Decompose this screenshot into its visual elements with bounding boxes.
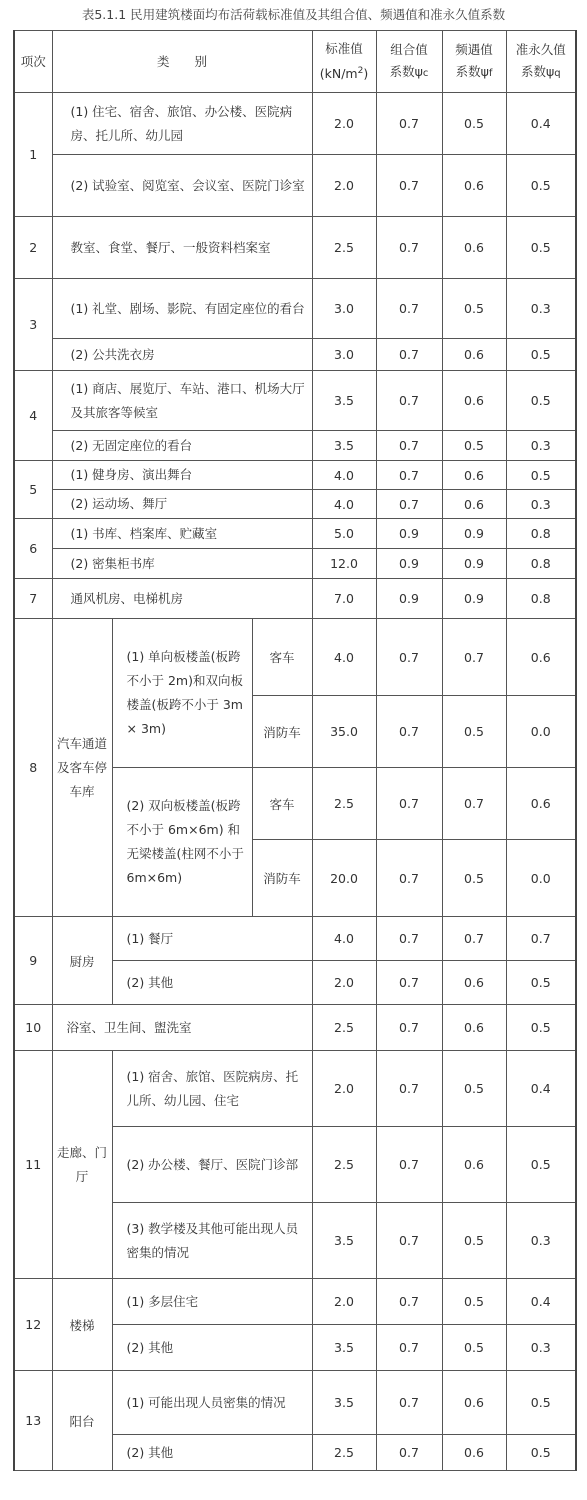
quasi-permanent-coefficient: 0.3 <box>506 1203 576 1279</box>
header-standard-value: 标准值 $(kN/m^2)$ <box>312 31 376 93</box>
combination-coefficient: 0.7 <box>376 1127 442 1203</box>
frequent-coefficient: 0.6 <box>442 490 506 519</box>
row-index: 13 <box>14 1371 52 1471</box>
combination-coefficient: 0.7 <box>376 431 442 461</box>
table-row <box>14 549 576 579</box>
standard-value: 12.0 <box>312 549 376 579</box>
frequent-coefficient: 0.9 <box>442 579 506 619</box>
row-category: (1) 商店、展览厅、车站、港口、机场大厅及其旅客等候室 <box>52 371 312 431</box>
table-row <box>14 1005 576 1051</box>
frequent-coefficient: 0.6 <box>442 155 506 217</box>
combination-coefficient: 0.7 <box>376 696 442 768</box>
row-category: (1) 书库、档案库、贮藏室 <box>52 519 312 549</box>
combination-coefficient: 0.7 <box>376 279 442 339</box>
row-category: (2) 运动场、舞厅 <box>52 490 312 519</box>
combination-coefficient: 0.7 <box>376 217 442 279</box>
standard-value: 3.5 <box>312 1203 376 1279</box>
row-index: 7 <box>14 579 52 619</box>
frequent-coefficient: 0.5 <box>442 840 506 917</box>
quasi-permanent-coefficient: 0.5 <box>506 1435 576 1471</box>
frequent-coefficient: 0.6 <box>442 961 506 1005</box>
standard-value: 4.0 <box>312 490 376 519</box>
combination-coefficient: 0.9 <box>376 519 442 549</box>
table-row <box>14 1051 576 1127</box>
quasi-permanent-coefficient: 0.3 <box>506 279 576 339</box>
row-category: (2) 办公楼、餐厅、医院门诊部 <box>112 1127 312 1203</box>
table-row <box>14 619 576 696</box>
frequent-coefficient: 0.5 <box>442 696 506 768</box>
row-group: 汽车通道及客车停车库 <box>52 619 112 917</box>
table-row <box>14 461 576 490</box>
quasi-permanent-coefficient: 0.5 <box>506 217 576 279</box>
row-category: (2) 公共洗衣房 <box>52 339 312 371</box>
row-category: (2) 其他 <box>112 1325 312 1371</box>
vehicle-type: 客车 <box>252 768 312 840</box>
combination-coefficient: 0.7 <box>376 1051 442 1127</box>
standard-value: 4.0 <box>312 917 376 961</box>
standard-value: 3.0 <box>312 339 376 371</box>
row-group: 走廊、门厅 <box>52 1051 112 1279</box>
vehicle-type: 消防车 <box>252 696 312 768</box>
frequent-coefficient: 0.7 <box>442 619 506 696</box>
standard-value: 5.0 <box>312 519 376 549</box>
row-index: 8 <box>14 619 52 917</box>
quasi-permanent-coefficient: 0.7 <box>506 917 576 961</box>
row-category: (1) 宿舍、旅馆、医院病房、托儿所、幼儿园、住宅 <box>112 1051 312 1127</box>
quasi-permanent-coefficient: 0.8 <box>506 579 576 619</box>
standard-value: 3.5 <box>312 431 376 461</box>
row-index: 3 <box>14 279 52 371</box>
standard-value: 2.0 <box>312 1051 376 1127</box>
header-frequent-coefficient: 频遇值 系数ψf <box>442 31 506 93</box>
frequent-coefficient: 0.6 <box>442 1005 506 1051</box>
combination-coefficient: 0.7 <box>376 1203 442 1279</box>
combination-coefficient: 0.7 <box>376 155 442 217</box>
standard-value: 4.0 <box>312 461 376 490</box>
standard-value: 2.0 <box>312 1279 376 1325</box>
combination-coefficient: 0.7 <box>376 961 442 1005</box>
row-category: (1) 礼堂、剧场、影院、有固定座位的看台 <box>52 279 312 339</box>
frequent-coefficient: 0.5 <box>442 1051 506 1127</box>
quasi-permanent-coefficient: 0.5 <box>506 155 576 217</box>
row-index: 4 <box>14 371 52 461</box>
table-row <box>14 93 576 155</box>
row-index: 2 <box>14 217 52 279</box>
row-group: 厨房 <box>52 917 112 1005</box>
quasi-permanent-coefficient: 0.5 <box>506 1005 576 1051</box>
row-group: 阳台 <box>52 1371 112 1471</box>
combination-coefficient: 0.7 <box>376 1371 442 1435</box>
frequent-coefficient: 0.6 <box>442 1371 506 1435</box>
row-index: 6 <box>14 519 52 579</box>
row-index: 11 <box>14 1051 52 1279</box>
header-quasi-permanent-coefficient: 准永久值 系数ψq <box>506 31 576 93</box>
row-index: 12 <box>14 1279 52 1371</box>
table-row <box>14 1371 576 1435</box>
quasi-permanent-coefficient: 0.5 <box>506 371 576 431</box>
combination-coefficient: 0.7 <box>376 840 442 917</box>
frequent-coefficient: 0.9 <box>442 519 506 549</box>
combination-coefficient: 0.7 <box>376 768 442 840</box>
combination-coefficient: 0.7 <box>376 1279 442 1325</box>
frequent-coefficient: 0.6 <box>442 371 506 431</box>
row-category: 通风机房、电梯机房 <box>52 579 312 619</box>
frequent-coefficient: 0.7 <box>442 768 506 840</box>
table-row <box>14 279 576 339</box>
row-category: (1) 单向板楼盖(板跨不小于 2m)和双向板楼盖(板跨不小于 3m × 3m) <box>112 619 252 768</box>
frequent-coefficient: 0.5 <box>442 1203 506 1279</box>
table-row <box>14 431 576 461</box>
standard-value: 3.5 <box>312 1371 376 1435</box>
quasi-permanent-coefficient: 0.6 <box>506 768 576 840</box>
row-index: 10 <box>14 1005 52 1051</box>
quasi-permanent-coefficient: 0.3 <box>506 1325 576 1371</box>
row-category: (1) 餐厅 <box>112 917 312 961</box>
quasi-permanent-coefficient: 0.5 <box>506 1371 576 1435</box>
row-category: (1) 健身房、演出舞台 <box>52 461 312 490</box>
frequent-coefficient: 0.6 <box>442 1127 506 1203</box>
frequent-coefficient: 0.5 <box>442 431 506 461</box>
row-category: (1) 住宅、宿舍、旅馆、办公楼、医院病房、托儿所、幼儿园 <box>52 93 312 155</box>
quasi-permanent-coefficient: 0.5 <box>506 961 576 1005</box>
table-row <box>14 519 576 549</box>
quasi-permanent-coefficient: 0.8 <box>506 519 576 549</box>
standard-value: 2.0 <box>312 961 376 1005</box>
frequent-coefficient: 0.6 <box>442 217 506 279</box>
header-row <box>14 31 576 93</box>
quasi-permanent-coefficient: 0.5 <box>506 461 576 490</box>
combination-coefficient: 0.7 <box>376 917 442 961</box>
standard-value: 2.0 <box>312 155 376 217</box>
live-load-table <box>13 30 577 1471</box>
combination-coefficient: 0.7 <box>376 1435 442 1471</box>
quasi-permanent-coefficient: 0.3 <box>506 431 576 461</box>
combination-coefficient: 0.7 <box>376 619 442 696</box>
combination-coefficient: 0.7 <box>376 1325 442 1371</box>
row-category: (2) 密集柜书库 <box>52 549 312 579</box>
quasi-permanent-coefficient: 0.5 <box>506 339 576 371</box>
row-category: (2) 试验室、阅览室、会议室、医院门诊室 <box>52 155 312 217</box>
combination-coefficient: 0.9 <box>376 549 442 579</box>
standard-value: 2.5 <box>312 1127 376 1203</box>
combination-coefficient: 0.7 <box>376 339 442 371</box>
frequent-coefficient: 0.6 <box>442 339 506 371</box>
row-category: (2) 双向板楼盖(板跨不小于 6m×6m) 和无梁楼盖(柱网不小于 6m×6m) <box>112 768 252 917</box>
quasi-permanent-coefficient: 0.4 <box>506 1279 576 1325</box>
standard-value: 3.5 <box>312 371 376 431</box>
combination-coefficient: 0.7 <box>376 1005 442 1051</box>
standard-value: 2.5 <box>312 217 376 279</box>
frequent-coefficient: 0.5 <box>442 1325 506 1371</box>
standard-value: 20.0 <box>312 840 376 917</box>
frequent-coefficient: 0.7 <box>442 917 506 961</box>
quasi-permanent-coefficient: 0.0 <box>506 840 576 917</box>
quasi-permanent-coefficient: 0.6 <box>506 619 576 696</box>
frequent-coefficient: 0.6 <box>442 461 506 490</box>
row-category: (1) 可能出现人员密集的情况 <box>112 1371 312 1435</box>
row-category: 教室、食堂、餐厅、一般资料档案室 <box>52 217 312 279</box>
standard-value: 2.5 <box>312 1435 376 1471</box>
row-category: (2) 无固定座位的看台 <box>52 431 312 461</box>
row-index: 9 <box>14 917 52 1005</box>
standard-value: 7.0 <box>312 579 376 619</box>
table-caption: 表5.1.1 民用建筑楼面均布活荷载标准值及其组合值、频遇值和准永久值系数 <box>81 7 506 22</box>
header-index: 项次 <box>14 31 52 93</box>
table-row <box>14 579 576 619</box>
row-category: (1) 多层住宅 <box>112 1279 312 1325</box>
combination-coefficient: 0.7 <box>376 93 442 155</box>
quasi-permanent-coefficient: 0.8 <box>506 549 576 579</box>
row-category: (3) 教学楼及其他可能出现人员密集的情况 <box>112 1203 312 1279</box>
table-row <box>14 917 576 961</box>
table-row <box>14 1279 576 1325</box>
frequent-coefficient: 0.6 <box>442 1435 506 1471</box>
quasi-permanent-coefficient: 0.0 <box>506 696 576 768</box>
standard-value: 35.0 <box>312 696 376 768</box>
table-row <box>14 217 576 279</box>
combination-coefficient: 0.7 <box>376 371 442 431</box>
table-row <box>14 371 576 431</box>
combination-coefficient: 0.7 <box>376 490 442 519</box>
row-index: 1 <box>14 93 52 217</box>
table-row <box>14 155 576 217</box>
frequent-coefficient: 0.5 <box>442 1279 506 1325</box>
vehicle-type: 消防车 <box>252 840 312 917</box>
table-row <box>14 339 576 371</box>
row-category: (2) 其他 <box>112 1435 312 1471</box>
standard-value: 2.5 <box>312 1005 376 1051</box>
standard-value: 4.0 <box>312 619 376 696</box>
header-category: 类 别 <box>52 31 312 93</box>
standard-value: 3.5 <box>312 1325 376 1371</box>
quasi-permanent-coefficient: 0.4 <box>506 93 576 155</box>
standard-value: 2.0 <box>312 93 376 155</box>
frequent-coefficient: 0.5 <box>442 93 506 155</box>
vehicle-type: 客车 <box>252 619 312 696</box>
standard-value: 3.0 <box>312 279 376 339</box>
combination-coefficient: 0.9 <box>376 579 442 619</box>
row-category: (2) 其他 <box>112 961 312 1005</box>
header-combination-coefficient: 组合值 系数ψc <box>376 31 442 93</box>
frequent-coefficient: 0.5 <box>442 279 506 339</box>
frequent-coefficient: 0.9 <box>442 549 506 579</box>
table-row <box>14 490 576 519</box>
quasi-permanent-coefficient: 0.5 <box>506 1127 576 1203</box>
quasi-permanent-coefficient: 0.4 <box>506 1051 576 1127</box>
row-index: 5 <box>14 461 52 519</box>
combination-coefficient: 0.7 <box>376 461 442 490</box>
row-group: 楼梯 <box>52 1279 112 1371</box>
standard-value: 2.5 <box>312 768 376 840</box>
quasi-permanent-coefficient: 0.3 <box>506 490 576 519</box>
row-category: 浴室、卫生间、盥洗室 <box>52 1005 312 1051</box>
